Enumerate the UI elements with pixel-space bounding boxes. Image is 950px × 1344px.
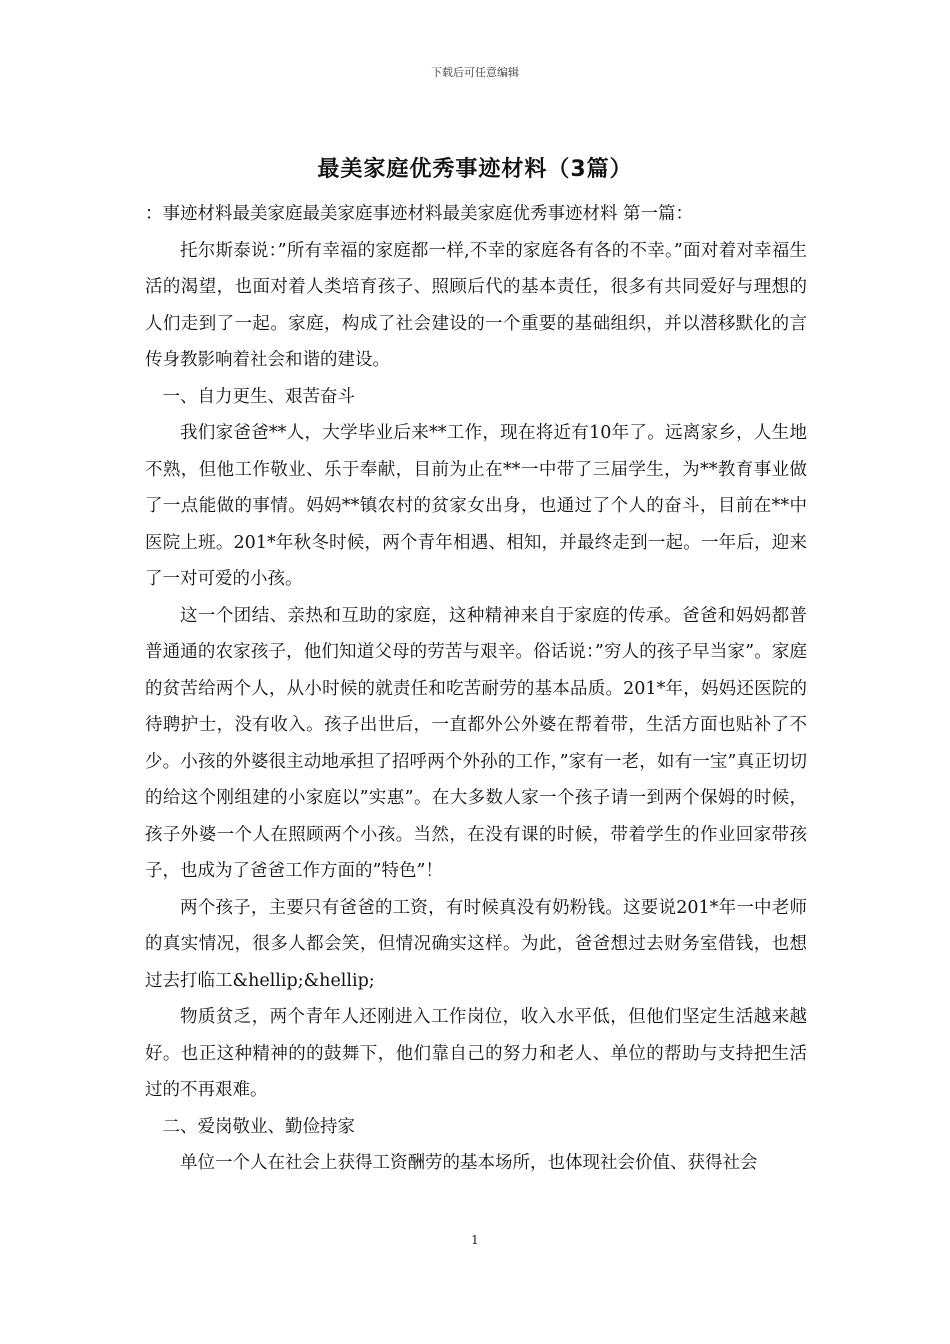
intro-line: ：事迹材料最美家庭最美家庭事迹材料最美家庭优秀事迹材料 第一篇： bbox=[145, 204, 694, 224]
paragraph: 我们家爸爸**人，大学毕业后来**工作，现在将近有10年了。远离家乡，人生地不熟，但他工作敬业、乐于奉献，目前为止在**一中带了三届学生，为**教育事业做了一点能做的事情。妈妈**镇农村的贫家女出身，也通过了个人的奋斗，目前在**中医院上班。201*年秋冬时候，两个青年相遇、相知，并最终走到一起。一年后，迎来了一对可爱的小孩。 bbox=[145, 423, 807, 589]
paragraph: 这一个团结、亲热和互助的家庭，这种精神来自于家庭的传承。爸爸和妈妈都普普通通的农家孩子，他们知道父母的劳苦与艰辛。俗话说：”穷人的孩子早当家”。家庭的贫苦给两个人，从小时候的就责任和吃苦耐劳的基本品质。201*年，妈妈还医院的待聘护士，没有收入。孩子出世后，一直都外公外婆在帮着带，生活方面也贴补了不少。小孩的外婆很主动地承担了招呼两个外孙的工作，”家有一老，如有一宝”真正切切的给这个刚组建的小家庭以”实惠”。在大多数人家一个孩子请一到两个保姆的时候，孩子外婆一个人在照顾两个小孩。当然，在没有课的时候，带着学生的作业回家带孩子，也成为了爸爸工作方面的”特色”！ bbox=[145, 605, 807, 881]
paragraph: 物质贫乏，两个青年人还刚进入工作岗位，收入水平低，但他们坚定生活越来越好。也正这种精神的的鼓舞下，他们靠自己的努力和老人、单位的帮助与支持把生活过的不再艰难。 bbox=[145, 1007, 807, 1100]
section-heading: 二、爱岗敬业、勤俭持家 bbox=[162, 1116, 355, 1137]
document-body bbox=[145, 196, 807, 1182]
page-header: 下载后可任意编辑 bbox=[431, 66, 519, 79]
page-number: 1 bbox=[471, 1233, 479, 1247]
section-heading: 一、自力更生、艰苦奋斗 bbox=[162, 386, 355, 407]
document-title: 最美家庭优秀事迹材料（3篇） bbox=[317, 157, 633, 182]
paragraph: 单位一个人在社会上获得工资酬劳的基本场所，也体现社会价值、获得社会 bbox=[180, 1153, 758, 1173]
paragraph: 托尔斯泰说：”所有幸福的家庭都一样,不幸的家庭各有各的不幸。”面对着对幸福生活的渴望，也面对着人类培育孩子、照顾后代的基本责任，很多有共同爱好与理想的人们走到了一起。家庭，构成了社会建设的一个重要的基础组织，并以潜移默化的言传身教影响着社会和谐的建设。 bbox=[145, 240, 807, 370]
paragraph: 两个孩子，主要只有爸爸的工资，有时候真没有奶粉钱。这要说201*年一中老师的真实情况，很多人都会笑，但情况确实这样。为此，爸爸想过去财务室借钱，也想过去打临工&hellip;&hellip; bbox=[145, 897, 807, 991]
